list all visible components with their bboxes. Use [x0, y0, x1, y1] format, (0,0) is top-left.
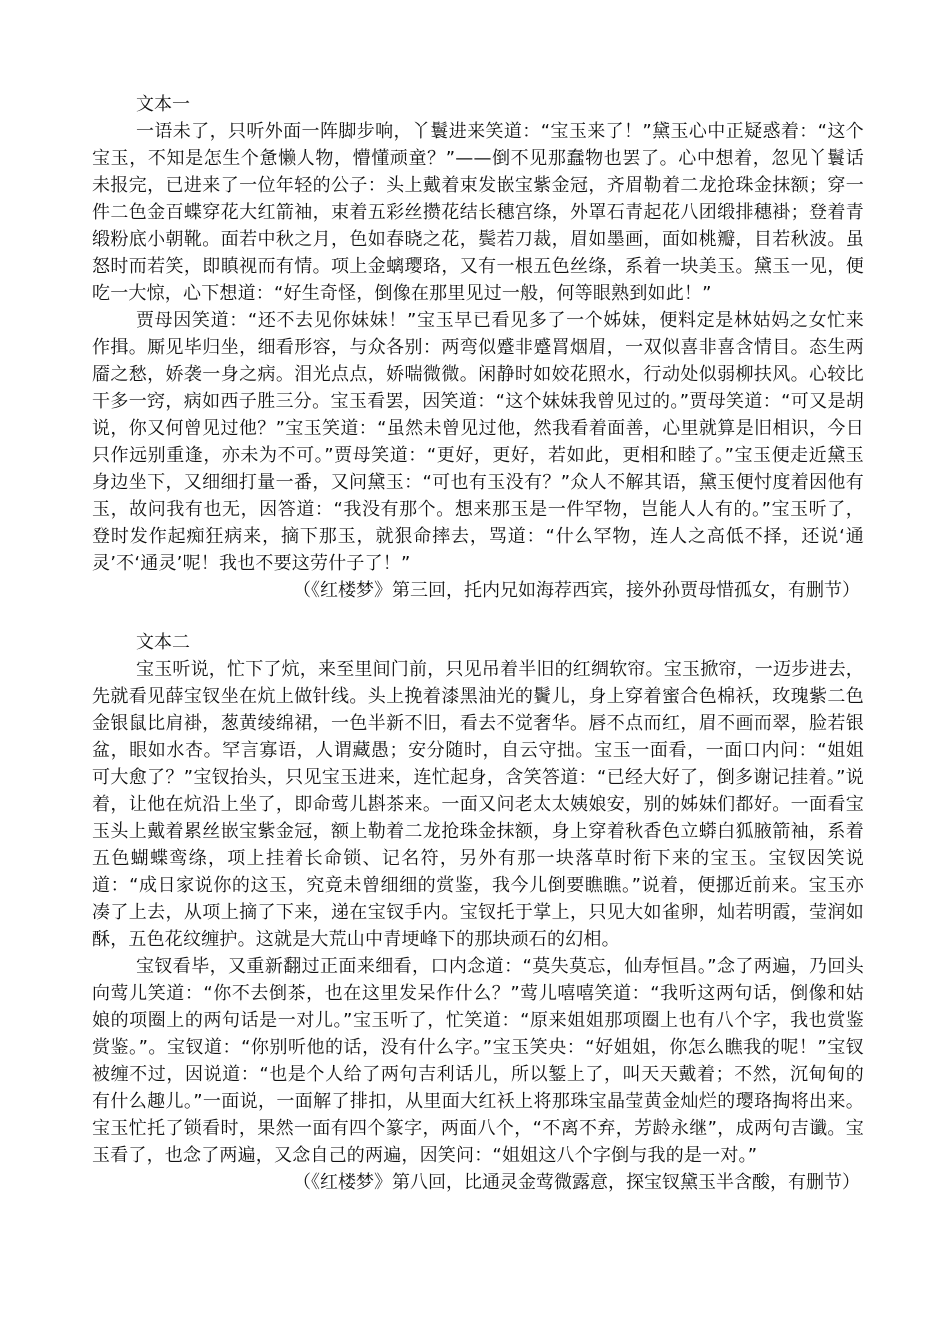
- text2-paragraph-1: 宝玉听说，忙下了炕，来至里间门前，只见吊着半旧的红绸软帘。宝玉掀帘，一迈步进去，先就看见薛宝钗坐在炕上做针线。头上挽着漆黑油光的鬢儿，身上穿着蜜合色棉袄，玫瑰紫二色金银鼠比肩褂，葱黄绫绵裙，一色半新不旧，看去不觉奢华。唇不点而红，眉不画而翠，脸若银盆，眼如水杏。罕言寡语，人谓藏愚；安分随时，自云守拙。宝玉一面看，一面口内问：“姐姐可大愈了？”宝钗抬头，只见宝玉进来，连忙起身，含笑答道：“已经大好了，倒多谢记挂着。”说着，让他在炕沿上坐了，即命莺儿斟茶来。一面又问老太太姨娘安，别的姊妹们都好。一面看宝玉头上戴着累丝嵌宝紫金冠，额上勒着二龙抢珠金抹额，身上穿着秋香色立蟒白狐腋箭袖，系着五色蝴蝶鸾绦，项上挂着长命锁、记名符，另外有那一块落草时衔下来的宝玉。宝钗因笑说道：“成日家说你的这玉，究竟未曾细细的赏鉴，我今儿倒要瞧瞧。”说着，便挪近前来。宝玉亦凑了上去，从项上摘了下来，递在宝钗手内。宝钗托于掌上，只见大如雀卵，灿若明霞，莹润如酥，五色花纹缠护。这就是大荒山中青埂峰下的那块顽石的幻相。: [92, 659, 864, 950]
- text1-title: 文本一: [136, 94, 190, 115]
- text1-source: （《红楼梦》第三回，托内兄如海荐西宾，接外孙贾母惜孤女，有删节）: [293, 580, 860, 601]
- text1-paragraph-1: 一语未了，只听外面一阵脚步响，丫鬟进来笑道：“宝玉来了！”黛玉心中正疑惑着：“这个宝玉，不知是怎生个惫懒人物，懵懂顽童？”——倒不见那蠢物也罢了。心中想着，忽见丫鬟话未报完，已进来了一位年轻的公子：头上戴着束发嵌宝紫金冠，齐眉勒着二龙抢珠金抹额；穿一件二色金百蝶穿花大红箭袖，束着五彩丝攒花结长穗宫绦，外罩石青起花八团缎排穗褂；登着青缎粉底小朝靴。面若中秋之月，色如春晓之花，鬓若刀裁，眉如墨画，面如桃瓣，目若秋波。虽怒时而若笑，即瞋视而有情。项上金螭璎珞，又有一根五色丝绦，系着一块美玉。黛玉一见，便吃一大惊，心下想道：“好生奇怪，倒像在那里见过一般，何等眼熟到如此！”: [92, 121, 864, 304]
- text2-title: 文本二: [136, 632, 190, 653]
- section-gap: [92, 604, 864, 630]
- text1-paragraph-2: 贾母因笑道：“还不去见你妹妹！”宝玉早已看见多了一个姊妹，便料定是林姑妈之女忙来作揖。厮见毕归坐，细看形容，与众各别：两弯似蹙非蹙罥烟眉，一双似喜非喜含情目。态生两靥之愁，娇袭一身之病。泪光点点，娇喘微微。闲静时如姣花照水，行动处似弱柳扶风。心较比干多一窍，病如西子胜三分。宝玉看罢，因笑道：“这个妹妹我曾见过的。”贾母笑道：“可又是胡说，你又何曾见过他？”宝玉笑道：“虽然未曾见过他，然我看着面善，心里就算是旧相识，今日只作远别重逢，亦未为不可。”贾母笑道：“更好，更好，若如此，更相和睦了。”宝玉便走近黛玉身边坐下，又细细打量一番，又问黛玉：“可也有玉没有？”众人不解其语，黛玉便忖度着因他有玉，故问我有也无，因答道：“我没有那个。想来那玉是一件罕物，岂能人人有的。”宝玉听了，登时发作起痴狂病来，摘下那玉，就狠命摔去，骂道：“什么罕物，连人之高低不择，还说‘通灵’不‘通灵’呢！我也不要这劳什子了！”: [92, 310, 864, 574]
- text2-paragraph-2: 宝钗看毕，又重新翻过正面来细看，口内念道：“莫失莫忘，仙寿恒昌。”念了两遍，乃回头向莺儿笑道：“你不去倒茶，也在这里发呆作什么？”莺儿嘻嘻笑道：“我听这两句话，倒像和姑娘的项圈上的两句话是一对儿。”宝玉听了，忙笑道：“原来姐姐那项圈上也有八个字，我也赏鉴赏鉴。”。宝钗道：“你别听他的话，没有什么字。”宝玉笑央：“好姐姐，你怎么瞧我的呢！”宝钗被缠不过，因说道：“也是个人给了两句吉利话儿，所以錾上了，叫天天戴着；不然，沉甸甸的有什么趣儿。”一面说，一面解了排扣，从里面大红袄上将那珠宝晶莹黄金灿烂的璎珞掏将出来。宝玉忙托了锁看时，果然一面有四个篆字，两面八个，“不离不弃，芳龄永继”，成两句吉谶。宝玉看了，也念了两遍，又念自己的两遍，因笑问：“姐姐这八个字倒与我的是一对。”: [92, 956, 864, 1166]
- text2-source: （《红楼梦》第八回，比通灵金莺微露意，探宝钗黛玉半含酸，有删节）: [293, 1172, 860, 1193]
- document-page: [92, 92, 864, 1196]
